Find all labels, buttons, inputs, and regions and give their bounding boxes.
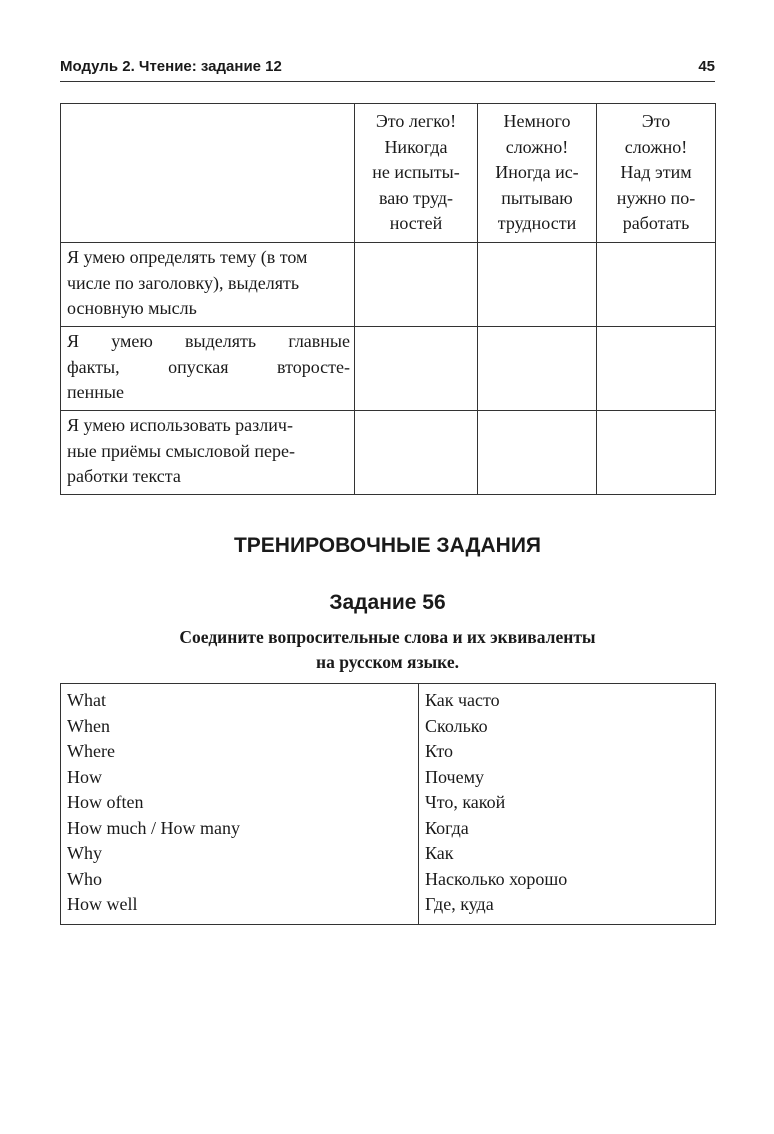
skill-line: Я умею использовать различ- bbox=[67, 415, 293, 435]
skill-line: пенные bbox=[67, 382, 124, 402]
skill-line: основную мысль bbox=[67, 298, 197, 318]
skill-line: факты, опуская второсте- bbox=[67, 356, 350, 377]
english-word[interactable]: How well bbox=[67, 894, 138, 914]
instruction-line: Соедините вопросительные слова и их эквиваленты bbox=[179, 627, 596, 647]
header-line: сложно! bbox=[624, 136, 688, 157]
russian-equivalent[interactable]: Что, какой bbox=[425, 792, 506, 812]
skill-line: работки текста bbox=[67, 466, 181, 486]
russian-equivalent[interactable]: Когда bbox=[425, 817, 469, 838]
russian-equivalent[interactable]: Где, куда bbox=[425, 894, 494, 914]
rating-cell-hard[interactable] bbox=[597, 243, 716, 327]
self-assessment-header-row bbox=[61, 104, 716, 243]
header-line: ваю труд- bbox=[378, 187, 454, 208]
header-line: не испыты- bbox=[372, 162, 460, 182]
header-line: работать bbox=[622, 213, 690, 233]
english-word[interactable]: Why bbox=[67, 843, 102, 863]
header-line: Немного bbox=[503, 111, 571, 131]
rating-cell-easy[interactable] bbox=[355, 411, 478, 495]
russian-equivalent[interactable]: Почему bbox=[425, 766, 484, 787]
empty-header-cell bbox=[61, 104, 355, 243]
header-line: трудности bbox=[497, 213, 577, 233]
self-assessment-table bbox=[60, 103, 716, 495]
task-instruction bbox=[60, 625, 715, 675]
column-header-somewhat-hard bbox=[478, 104, 597, 243]
english-word[interactable]: How much / How many bbox=[67, 817, 240, 838]
header-divider bbox=[60, 81, 715, 82]
russian-equivalent[interactable]: Как часто bbox=[425, 690, 500, 710]
skill-line: числе по заголовку), выделять bbox=[67, 272, 300, 293]
matching-row bbox=[61, 684, 716, 925]
skill-description bbox=[61, 327, 355, 411]
skill-line: Я умею определять тему (в том bbox=[67, 247, 308, 267]
running-header bbox=[60, 57, 715, 79]
header-line: ностей bbox=[389, 213, 443, 233]
matching-table bbox=[60, 683, 716, 925]
english-word[interactable]: When bbox=[67, 715, 110, 736]
english-column bbox=[61, 684, 419, 925]
rating-cell-somewhat-hard[interactable] bbox=[478, 243, 597, 327]
english-word[interactable]: How bbox=[67, 766, 102, 787]
task-title: Задание 56 bbox=[329, 591, 446, 614]
header-line: нужно по- bbox=[616, 187, 696, 208]
header-line: Никогда bbox=[384, 136, 448, 157]
russian-equivalent[interactable]: Сколько bbox=[425, 715, 488, 736]
column-header-easy bbox=[355, 104, 478, 243]
header-line: Иногда ис- bbox=[495, 162, 579, 182]
rating-cell-hard[interactable] bbox=[597, 327, 716, 411]
chapter-title: Модуль 2. Чтение: задание 12 bbox=[60, 58, 282, 75]
rating-cell-somewhat-hard[interactable] bbox=[478, 327, 597, 411]
rating-cell-somewhat-hard[interactable] bbox=[478, 411, 597, 495]
header-line: сложно! bbox=[505, 136, 569, 157]
rating-cell-easy[interactable] bbox=[355, 327, 478, 411]
russian-column bbox=[419, 684, 716, 925]
skill-line: Я умею выделять главные bbox=[67, 331, 350, 351]
instruction-line: на русском языке. bbox=[316, 652, 459, 672]
header-line: Это легко! bbox=[375, 111, 457, 131]
english-word[interactable]: Where bbox=[67, 741, 115, 761]
section-title: ТРЕНИРОВОЧНЫЕ ЗАДАНИЯ bbox=[233, 534, 542, 557]
english-word[interactable]: What bbox=[67, 690, 106, 710]
skill-row bbox=[61, 411, 716, 495]
rating-cell-hard[interactable] bbox=[597, 411, 716, 495]
skill-line: ные приёмы смысловой пере- bbox=[67, 440, 296, 461]
rating-cell-easy[interactable] bbox=[355, 243, 478, 327]
skill-description bbox=[61, 411, 355, 495]
russian-equivalent[interactable]: Насколько хорошо bbox=[425, 868, 568, 889]
header-line: пытываю bbox=[501, 187, 573, 208]
page-number: 45 bbox=[698, 58, 715, 75]
column-header-hard bbox=[597, 104, 716, 243]
english-word[interactable]: Who bbox=[67, 868, 102, 889]
header-line: Это bbox=[641, 111, 671, 131]
skill-row bbox=[61, 243, 716, 327]
english-word[interactable]: How often bbox=[67, 792, 144, 812]
skill-description bbox=[61, 243, 355, 327]
skill-row bbox=[61, 327, 716, 411]
russian-equivalent[interactable]: Как bbox=[425, 843, 454, 863]
header-line: Над этим bbox=[620, 162, 692, 182]
russian-equivalent[interactable]: Кто bbox=[425, 741, 453, 761]
